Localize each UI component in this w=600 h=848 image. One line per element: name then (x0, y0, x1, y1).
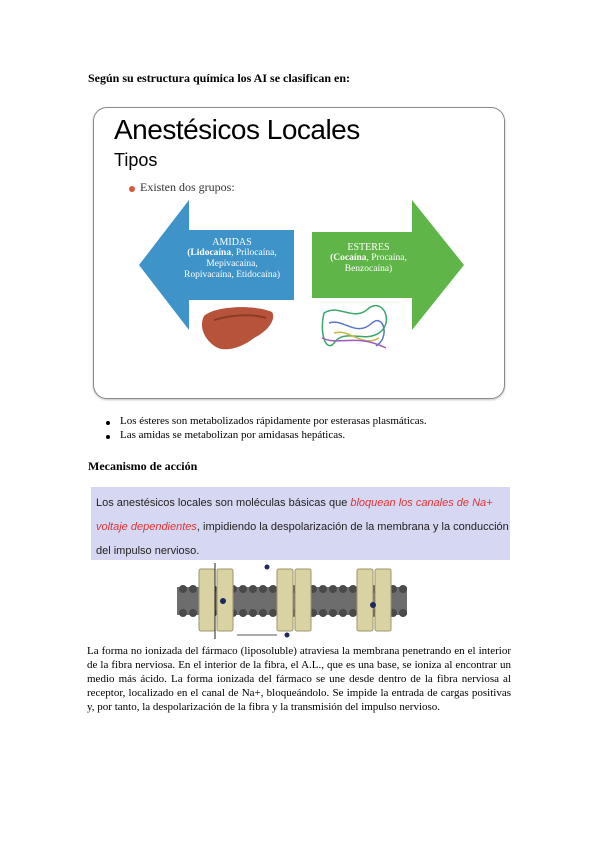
mechanism-part2: , impidiendo la despolarización de la membrana y la conducción del impulso nervioso. (96, 521, 509, 557)
amidas-line3: Ropivacaína, Etidocaína) (183, 270, 281, 280)
list-item: Los ésteres son metabolizados rápidamente por esterasas plasmáticas. (120, 415, 427, 427)
slide-title: Anestésicos Locales (114, 114, 360, 145)
mechanism-heading: Mecanismo de acción (88, 459, 198, 473)
esteres-label (316, 242, 421, 275)
arrows-diagram (94, 108, 504, 398)
explanation-paragraph: La forma no ionizada del fármaco (liposoluble) atraviesa la membrana penetrando en el interior de la fibra nerviosa. En el interior de la fibra, el A.L., que es una base, se ioniza al encontrar un medio más ácido. La forma ionizada del fármaco se une desde dentro de la fibra nerviosa al receptor, localizado en el canal de Na+, bloqueándolo. Se impide la entrada de cargas positivas y, por tanto, la despolarización de la fibra y la transmisión del impulso nervioso. (87, 645, 511, 713)
esteres-line1-rest: , Procaína, (366, 253, 407, 263)
list-bullet-icon (106, 435, 110, 439)
slide-bullet: Existen dos grupos: (140, 180, 235, 194)
amidas-line2: Mepivacaína, (206, 259, 258, 269)
channel-protein (199, 569, 215, 631)
channel-protein (277, 569, 293, 631)
esteres-header: ESTERES (347, 242, 390, 253)
mechanism-highlight: bloquean los canales de Na+ voltaje dependientes (96, 497, 493, 533)
amidas-line1-rest: , Prilocaína, (231, 248, 277, 258)
mechanism-text (96, 491, 510, 563)
esteres-line1-bold: (Cocaína (330, 253, 367, 263)
amidas-header: AMIDAS (212, 237, 252, 248)
amidas-line1-bold: (Lidocaína (187, 248, 232, 258)
membrane-channel-diagram (177, 563, 407, 641)
channel-protein (357, 569, 373, 631)
liver-icon (202, 307, 273, 349)
protein-structure-icon (322, 306, 386, 348)
slide-subtitle: Tipos (114, 150, 158, 170)
list-item: Las amidas se metabolizan por amidasas hepáticas. (120, 429, 346, 441)
esteres-line2: Benzocaína) (344, 264, 393, 274)
list-bullet-icon (106, 421, 110, 425)
slide-image (93, 107, 505, 399)
amidas-label (172, 237, 292, 281)
section-heading: Según su estructura química los AI se clasifican en: (88, 71, 351, 85)
mechanism-part1: Los anestésicos locales son moléculas básicas que (96, 497, 351, 509)
